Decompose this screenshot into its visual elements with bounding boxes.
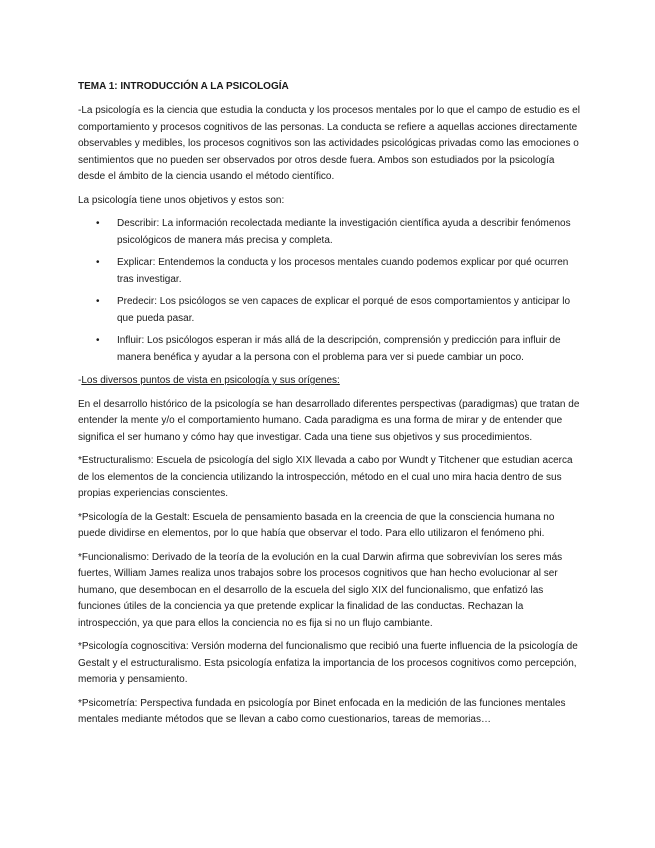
objectives-list <box>78 216 584 366</box>
objective-item: • Describir: La información recolectada mediante la investigación científica ayuda a describir fenómenos psicológicos de manera más precisa y completa. <box>78 216 584 249</box>
objective-item: • Influir: Los psicólogos esperan ir más allá de la descripción, comprensión y predicción para influir de manera benéfica y ayudar a la persona con el problema para ver si puede cambiar un poco. <box>78 333 584 366</box>
history-paragraph: En el desarrollo histórico de la psicología se han desarrollado diferentes perspectivas (paradigmas) que tratan de entender la mente y/o el comportamiento humano. Cada paradigma es una forma de mirar y de entender que significa el ser humano y cómo hay que investigar. Cada una tiene sus objetivos y sus procedimientos. <box>78 398 580 443</box>
section-heading-line <box>78 373 584 390</box>
objective-item: • Explicar: Entendemos la conducta y los procesos mentales cuando podemos explicar por qué ocurren tras investigar. <box>78 255 584 288</box>
school-paragraph-psychometrics: *Psicometría: Perspectiva fundada en psicología por Binet enfocada en la medición de las funciones mentales mentales mediante métodos que se llevan a cabo como cuestionarios, tareas de memorias… <box>78 697 566 725</box>
school-paragraph-functionalism: *Funcionalismo: Derivado de la teoría de la evolución en la cual Darwin afirma que sobrevivían los seres más fuertes, William James realiza unos trabajos sobre los procesos cognitivos que han hecho evolucionar al ser humano, que desembocan en el desarrollo de la escuela del siglo XIX del funcionalismo, que enfatizó las funciones útiles de la conciencia ya que pretende explicar la finalidad de las conductas. Rechazan la introspección, ya que para ellos la conciencia no es fija si no un flujo cambiante. <box>78 551 563 629</box>
school-paragraph-structuralism: *Estructuralismo: Escuela de psicología del siglo XIX llevada a cabo por Wundt y Titchener que estudian acerca de los elementos de la conciencia utilizando la introspección, método en el cual uno mira hacia dentro de sus propias experiencias conscientes. <box>78 455 573 499</box>
document-page <box>78 79 584 736</box>
section-heading: Los diversos puntos de vista en psicología y sus orígenes: <box>81 375 340 386</box>
intro-paragraph: -La psicología es la ciencia que estudia la conducta y los procesos mentales por lo que el campo de estudio es el comportamiento y procesos cognitivos de las personas. La conducta se refiere a aquellas acciones directamente observables y medibles, los procesos cognitivos son las actividades psicológicas privadas como las emociones o sentimientos que no pueden ser observados por otros desde fuera. Ambos son estudiados por la psicología desde el ámbito de la ciencia usando el método científico. <box>78 105 580 182</box>
document-title: TEMA 1: INTRODUCCIÓN A LA PSICOLOGÍA <box>78 81 289 92</box>
section-dash: - <box>78 375 82 386</box>
objectives-intro: La psicología tiene unos objetivos y estos son: <box>78 194 285 206</box>
objective-item: • Predecir: Los psicólogos se ven capaces de explicar el porqué de esos comportamientos y anticipar lo que pueda pasar. <box>78 294 584 327</box>
school-paragraph-gestalt: *Psicología de la Gestalt: Escuela de pensamiento basada en la creencia de que la consciencia humana no puede dividirse en elementos, por lo que había que observar el todo. Para ello utilizaron el fenómeno phi. <box>78 511 555 539</box>
school-paragraph-cognitive: *Psicología cognoscitiva: Versión moderna del funcionalismo que recibió una fuerte influencia de la psicología de Gestalt y el estructuralismo. Esta psicología enfatiza la importancia de los procesos cognitivos como percepción, memoria y pensamiento. <box>78 641 578 685</box>
